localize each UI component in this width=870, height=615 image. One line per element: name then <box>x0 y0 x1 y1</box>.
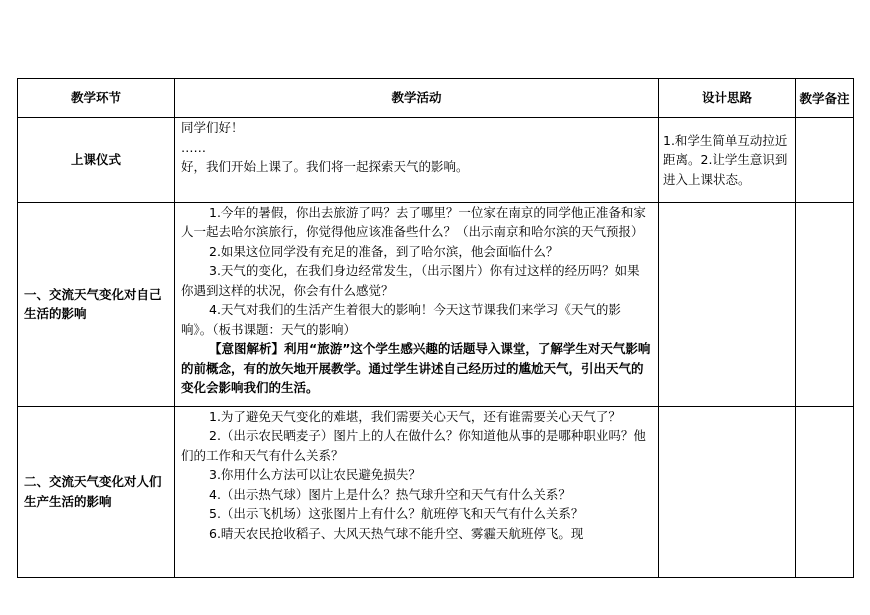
design-cell <box>659 202 796 406</box>
stage-cell: 一、交流天气变化对自己生活的影响 <box>18 202 175 406</box>
design-text: 1.和学生简单互动拉近距离。2.让学生意识到进入上课状态。 <box>663 132 788 187</box>
stage-cell: 二、交流天气变化对人们生产生活的影响 <box>18 406 175 577</box>
activity-line: 3.天气的变化，在我们身边经常发生，（出示图片）你有过这样的经历吗？如果你遇到这样的状况，你会有什么感觉？ <box>181 263 640 298</box>
note-cell <box>796 202 854 406</box>
table-row <box>18 118 854 203</box>
design-cell <box>659 406 796 577</box>
header-activity: 教学活动 <box>175 79 659 118</box>
activity-line: 2.（出示农民晒麦子）图片上的人在做什么？你知道他从事的是哪种职业吗？他们的工作和天气有什么关系？ <box>181 428 646 463</box>
activity-line: 同学们好！ <box>181 120 244 135</box>
note-cell <box>796 406 854 577</box>
activity-line: 4.天气对我们的生活产生着很大的影响！今天这节课我们来学习《天气的影响》。（板书课题：天气的影响） <box>181 302 621 337</box>
activity-cell <box>175 202 659 406</box>
table-row <box>18 406 854 577</box>
activity-line: 6.晴天农民抢收稻子、大风天热气球不能升空、雾霾天航班停飞。现 <box>209 525 584 541</box>
design-cell <box>659 118 796 203</box>
note-cell <box>796 118 854 203</box>
activity-line: 1.今年的暑假，你出去旅游了吗？去了哪里？一位家在南京的同学他正准备和家人一起去哈尔滨旅行，你觉得他应该准备些什么？（出示南京和哈尔滨的天气预报） <box>181 204 646 239</box>
activity-line: 好，我们开始上课了。我们将一起探索天气的影响。 <box>181 159 469 174</box>
intent-analysis: 【意图解析】利用“旅游”这个学生感兴趣的话题导入课堂，了解学生对天气影响的前概念，有的放矢地开展教学。通过学生讲述自己经历过的尴尬天气，引出天气的变化会影响我们的生活。 <box>181 341 651 395</box>
table-row <box>18 202 854 406</box>
header-design: 设计思路 <box>659 79 796 118</box>
activity-line: 2.如果这位同学没有充足的准备，到了哈尔滨，他会面临什么？ <box>209 243 559 259</box>
activity-line: 3.你用什么方法可以让农民避免损失？ <box>209 467 421 482</box>
lesson-plan-table <box>17 78 854 578</box>
header-note: 教学备注 <box>796 79 854 118</box>
stage-cell: 上课仪式 <box>18 118 175 203</box>
activity-cell <box>175 118 659 203</box>
activity-line: 1.为了避免天气变化的难堪，我们需要关心天气，还有谁需要关心天气了？ <box>209 408 621 424</box>
activity-line: …… <box>181 139 206 155</box>
header-stage: 教学环节 <box>18 79 175 118</box>
activity-cell <box>175 406 659 577</box>
table-header-row <box>18 79 854 118</box>
activity-line: 4.（出示热气球）图片上是什么？热气球升空和天气有什么关系？ <box>209 486 571 502</box>
activity-line: 5.（出示飞机场）这张图片上有什么？航班停飞和天气有什么关系？ <box>209 506 584 521</box>
